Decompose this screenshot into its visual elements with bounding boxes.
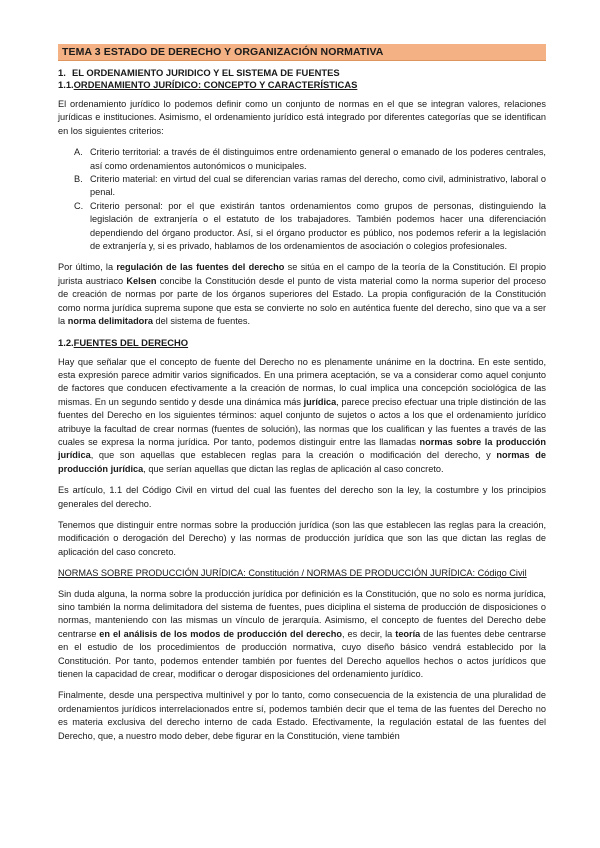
- paragraph-constitucion: Sin duda alguna, la norma sobre la producción jurídica por definición es la Constitución, que no solo es norma jurídica, sino también la norma delimitadora del sistema de fuentes, pues diciplina el sistema de producción de disposiciones o normas, manteniendo con las mismas un vínculo de jerarquía. Asimismo, el concepto de fuentes del Derecho debe centrarse en el análisis de los modos de producción del derecho, es decir, la teoría de las fuentes debe centrarse en el estudio de los procedimientos de producción normativa, cuyo diseño básico vendrá establecido por la Constitución. Por tanto, podemos entender también por fuentes del Derecho aquellos hechos o actos jurídicos que tienen la capacidad de crear, modificar o derogar disposiciones del ordenamiento jurídico.: [58, 588, 546, 680]
- list-marker: A.: [74, 147, 83, 158]
- paragraph-fuentes: Hay que señalar que el concepto de fuente del Derecho no es plenamente unánime en la doctrina. En este sentido, esta expresión parece admitir varios significados. En una primera aceptación, se va a considerar como aquel conjunto de factores que conducen efectivamente a la creación de normas, lo cual implica una concepción sociológica de las mismas. En un segundo sentido y desde una dinámica más jurídica, parece preciso efectuar una triple distinción de las fuentes del Derecho en los siguientes términos: aquel conjunto de sujetos o actos a los que el ordenamiento jurídico atribuye la facultad de crear normas (fuentes de solución), las normas que los cualifican y las fuentes a través de las cuales se expresa la norma jurídica. Por tanto, podemos distinguir entre las llamadas normas sobre la producción jurídica, que son aquellas que establecen reglas para la creación o modificación del derecho, y normas de producción jurídica, que serían aquellas que dictan las reglas de aplicación al caso concreto.: [58, 356, 547, 474]
- list-item-text: Criterio territorial: a través de él distinguimos entre ordenamiento general o emanado de los poderes centrales, así como ordenamientos autonómicos o municipales.: [90, 147, 546, 171]
- list-marker: B.: [74, 174, 83, 185]
- list-item: [58, 173, 546, 200]
- section-number: 1.: [58, 67, 66, 78]
- list-marker: C.: [74, 200, 84, 211]
- paragraph-definition: El ordenamiento jurídico lo podemos definir como un conjunto de normas en el que se integran valores, relaciones jurídicas e instituciones. Asimismo, el ordenamiento jurídico está integrado por diferentes categorías que se identifican en los siguientes criterios:: [58, 99, 546, 136]
- paragraph-kelsen: Por último, la regulación de las fuentes del derecho se sitúa en el campo de la teoría de la Constitución. El propio jurista austriaco Kelsen concibe la Constitución desde el punto de vista material como la norma superior del proceso de creación de normas por parte de los órganos superiores del Estado. La propia configuración de la Constitución como norma jurídica suprema supone que esta se convierte no solo en auténtica fuente del derecho, sino que va a ser la norma delimitadora del sistema de fuentes.: [58, 262, 546, 327]
- paragraph-distinction: Tenemos que distinguir entre normas sobre la producción jurídica (son las que establecen las reglas para la creación, modificación o derogación del Derecho) y las normas de producción jurídica que son las que dictan las reglas de aplicación del caso concreto.: [58, 519, 546, 557]
- criteria-list: [58, 146, 546, 253]
- list-item: [58, 146, 546, 173]
- section-heading-1-1: [58, 79, 546, 90]
- section-heading-1: [58, 67, 546, 78]
- list-item: [58, 200, 546, 254]
- list-item-text: Criterio material: en virtud del cual se diferencian varias ramas del derecho, como civil, administrativo, laboral o penal.: [90, 174, 546, 198]
- section-number: 1.2.: [58, 336, 74, 348]
- section-heading-1-2: [58, 337, 546, 348]
- paragraph-multinivel: Finalmente, desde una perspectiva multinivel y por lo tanto, como consecuencia de la existencia de una pluralidad de ordenamientos jurídicos interrelacionados entre sí, podemos también decir que el tema de las fuentes del Derecho no es materia exclusiva del derecho interno de cada Estado. Efectivamente, la regulación estatal de las fuentes del Derecho, que, a nuestro modo deber, debe figurar en la Constitución, viene también: [58, 690, 546, 741]
- document-title: TEMA 3 ESTADO DE DERECHO Y ORGANIZACIÓN NORMATIVA: [58, 44, 546, 61]
- section-title: ORDENAMIENTO JURÍDICO: CONCEPTO Y CARACTERÍSTICAS: [73, 79, 358, 90]
- paragraph-codigo-civil: Es artículo, 1.1 del Código Civil en virtud del cual las fuentes del derecho son la ley, la costumbre y los principios generales del derecho.: [58, 485, 546, 509]
- subheading-normas: NORMAS SOBRE PRODUCCIÓN JURÍDICA: Constitución / NORMAS DE PRODUCCIÓN JURÍDICA: Código Civil: [58, 568, 527, 579]
- section-title: FUENTES DEL DERECHO: [73, 336, 189, 348]
- section-number: 1.1.: [58, 79, 74, 90]
- list-item-text: Criterio personal: por el que existirán tantos ordenamientos como grupos de personas, distinguiendo la legislación de extranjería o el estatuto de los trabajadores. También podemos hacer una diferenciación dependiendo del órgano productor. Así, si el órgano productor es público, nos podemos referir a la legislación de extranjería y, si es privado, hablamos de los ordenamientos de asociación o colegios profesionales.: [90, 200, 546, 252]
- section-title: EL ORDENAMIENTO JURIDICO Y EL SISTEMA DE FUENTES: [72, 67, 340, 78]
